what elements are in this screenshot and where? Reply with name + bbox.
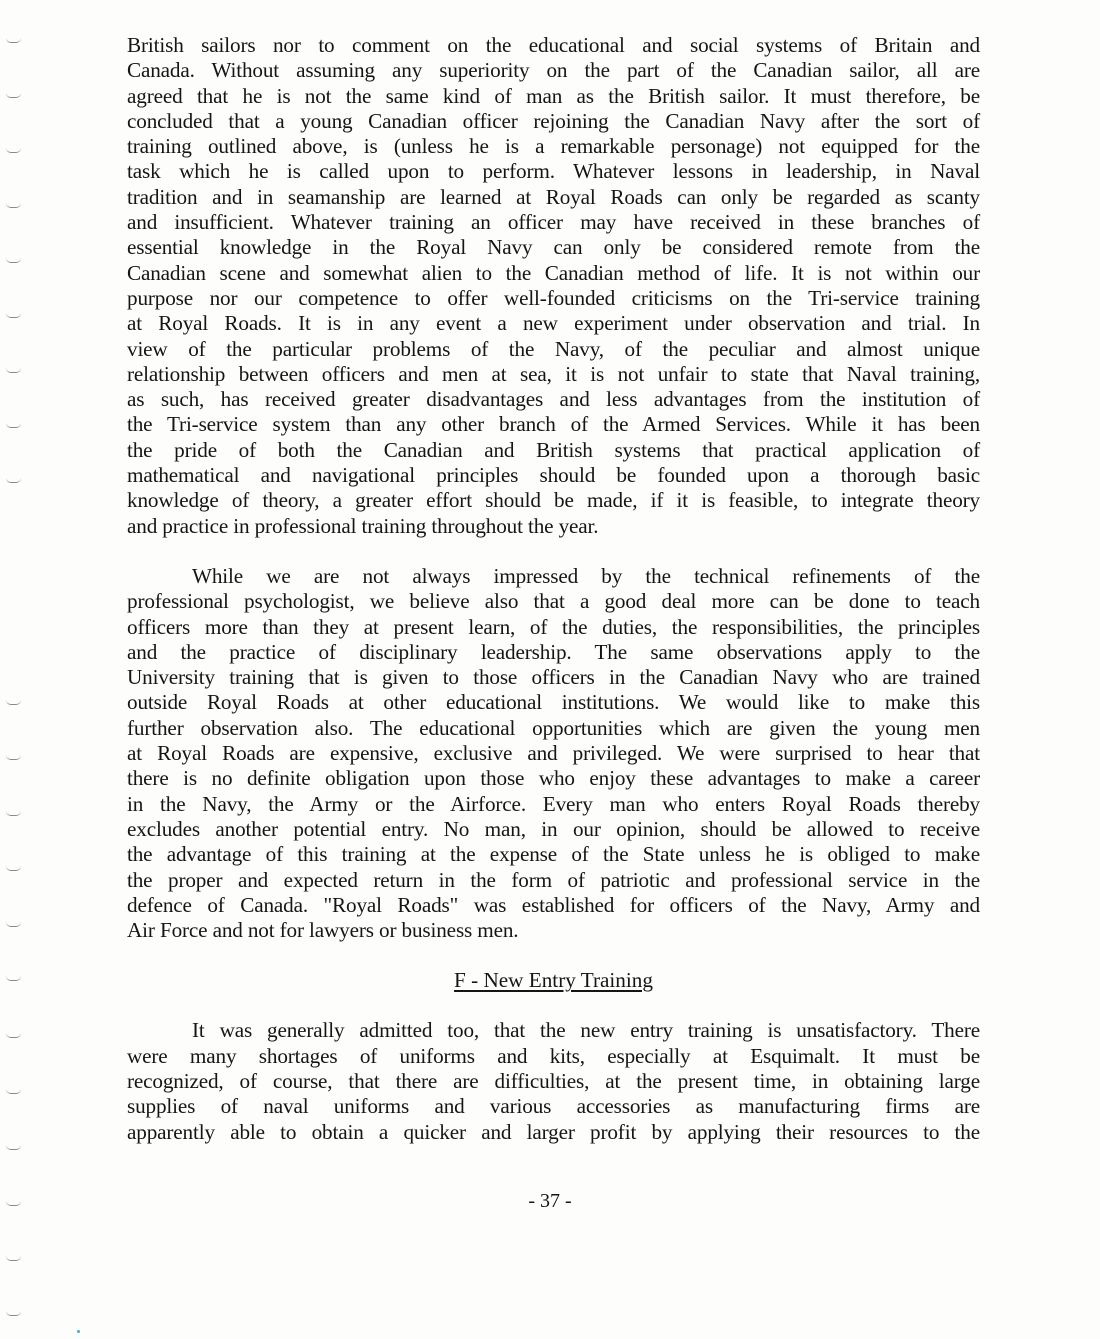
- text-line: the pride of both the Canadian and British systems that practical application of: [127, 437, 980, 462]
- text-line: While we are not always impressed by the technical refinements of the: [192, 563, 980, 588]
- page-number: - 37 -: [528, 1190, 572, 1212]
- binder-mark: [6, 313, 21, 318]
- document-page: [127, 33, 980, 1145]
- text-line: apparently able to obtain a quicker and larger profit by applying their resources to the: [127, 1119, 980, 1144]
- binder-mark: [6, 1311, 21, 1316]
- binder-mark: [6, 1033, 21, 1038]
- text-line: outside Royal Roads at other educational institutions. We would like to make this: [127, 690, 980, 715]
- text-line: relationship between officers and men at sea, it is not unfair to state that Naval training,: [127, 361, 980, 386]
- binder-mark: [6, 368, 21, 373]
- text-line: the proper and expected return in the form of patriotic and professional service in the: [127, 867, 980, 892]
- text-line: Air Force and not for lawyers or business men.: [127, 918, 519, 943]
- binder-mark: [6, 93, 21, 98]
- scan-speck: [77, 1330, 80, 1333]
- text-line: at Royal Roads are expensive, exclusive and privileged. We were surprised to hear that: [127, 741, 980, 766]
- binder-hole-marks: [6, 0, 26, 1339]
- text-line: and the practice of disciplinary leadership. The same observations apply to the: [127, 639, 980, 664]
- binder-mark: [6, 1145, 21, 1150]
- section-heading-text: F - New Entry Training: [454, 968, 653, 993]
- text-line: there is no definite obligation upon those who enjoy these advantages to make a career: [127, 766, 980, 791]
- paragraph-continuation: [127, 33, 980, 539]
- binder-mark: [6, 148, 21, 153]
- text-line: essential knowledge in the Royal Navy can only be considered remote from the: [127, 235, 980, 260]
- binder-mark: [6, 203, 21, 208]
- text-line: professional psychologist, we believe also that a good deal more can be done to teach: [127, 589, 980, 614]
- text-line: University training that is given to those officers in the Canadian Navy who are trained: [127, 665, 980, 690]
- text-line: training outlined above, is (unless he is a remarkable personage) not equipped for the: [127, 134, 980, 159]
- text-line: further observation also. The educational opportunities which are given the young men: [127, 715, 980, 740]
- binder-mark: [6, 700, 21, 705]
- text-line: excludes another potential entry. No man, in our opinion, should be allowed to receive: [127, 816, 980, 841]
- binder-mark: [6, 38, 21, 43]
- text-line: Canadian scene and somewhat alien to the Canadian method of life. It is not within our: [127, 260, 980, 285]
- text-line: recognized, of course, that there are difficulties, at the present time, in obtaining large: [127, 1068, 980, 1093]
- text-line: and practice in professional training throughout the year.: [127, 513, 599, 538]
- section-heading: [127, 968, 980, 993]
- binder-mark: [6, 1256, 21, 1261]
- text-line: officers more than they at present learn, of the duties, the responsibilities, the principles: [127, 614, 980, 639]
- text-line: tradition and in seamanship are learned at Royal Roads can only be regarded as scanty: [127, 184, 980, 209]
- binder-mark: [6, 1089, 21, 1094]
- binder-mark: [6, 755, 21, 760]
- text-line: defence of Canada. "Royal Roads" was established for officers of the Navy, Army and: [127, 892, 980, 917]
- binder-mark: [6, 811, 21, 816]
- text-line: the Tri-service system than any other branch of the Armed Services. While it has been: [127, 412, 980, 437]
- text-line: supplies of naval uniforms and various accessories as manufacturing firms are: [127, 1094, 980, 1119]
- binder-mark: [6, 478, 21, 483]
- binder-mark: [6, 258, 21, 263]
- text-line: Canada. Without assuming any superiority on the part of the Canadian sailor, all are: [127, 58, 980, 83]
- paragraph-psychologist: [127, 564, 980, 943]
- text-line: were many shortages of uniforms and kits, especially at Esquimalt. It must be: [127, 1043, 980, 1068]
- text-line: British sailors nor to comment on the educational and social systems of Britain and: [127, 33, 980, 57]
- text-line: It was generally admitted too, that the new entry training is unsatisfactory. There: [192, 1018, 980, 1043]
- text-line: purpose nor our competence to offer well-founded criticisms on the Tri-service training: [127, 285, 980, 310]
- text-line: mathematical and navigational principles should be founded upon a thorough basic: [127, 463, 980, 488]
- text-line: knowledge of theory, a greater effort should be made, if it is feasible, to integrate theory: [127, 488, 980, 513]
- text-line: in the Navy, the Army or the Airforce. Every man who enters Royal Roads thereby: [127, 791, 980, 816]
- text-line: at Royal Roads. It is in any event a new experiment under observation and trial. In: [127, 311, 980, 336]
- binder-mark: [6, 922, 21, 927]
- paragraph-new-entry: [127, 1018, 980, 1144]
- text-line: as such, has received greater disadvantages and less advantages from the institution of: [127, 387, 980, 412]
- text-line: task which he is called upon to perform. Whatever lessons in leadership, in Naval: [127, 159, 980, 184]
- text-line: and insufficient. Whatever training an officer may have received in these branches of: [127, 210, 980, 235]
- binder-mark: [6, 866, 21, 871]
- binder-mark: [6, 423, 21, 428]
- text-line: concluded that a young Canadian officer rejoining the Canadian Navy after the sort of: [127, 108, 980, 133]
- text-line: view of the particular problems of the Navy, of the peculiar and almost unique: [127, 336, 980, 361]
- text-line: agreed that he is not the same kind of man as the British sailor. It must therefore, be: [127, 83, 980, 108]
- text-line: the advantage of this training at the expense of the State unless he is obliged to make: [127, 842, 980, 867]
- binder-mark: [6, 976, 21, 981]
